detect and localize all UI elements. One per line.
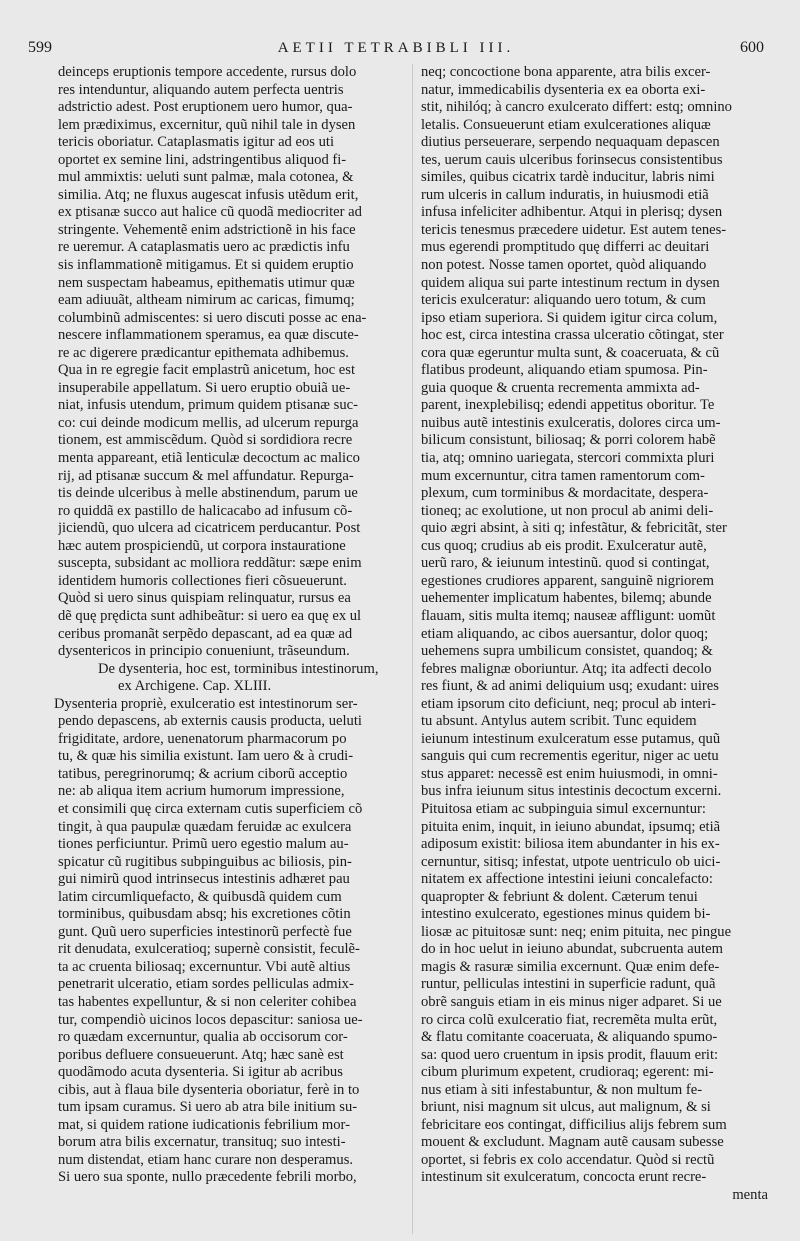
text-line: tu absunt. Antylus autem scribit. Tunc equidem (421, 713, 697, 730)
text-line: rum ulceris in callum induratis, in huiusmodi etiã (421, 186, 709, 203)
text-line: tu, & quæ his similia existunt. Iam uero & à crudi- (58, 748, 354, 765)
text-line: re ueremur. A cataplasmatis uero ac prædictis infu (58, 239, 350, 256)
text-line: hæc autem prospiciendũ, ut corpora instauratione (58, 537, 346, 554)
text-line: flauam, sitis multa itemq; nauseæ affligunt: uomũt (421, 607, 716, 624)
text-line: liosæ ac pituitosæ sunt: neq; enim pituita, nec pingue (421, 923, 732, 940)
running-title: AETII TETRABIBLI III. (277, 39, 515, 56)
text-line: latim circumliquefacto, & quibusdã quidem cum (58, 888, 342, 905)
text-line: bilicum consistunt, biliosaq; & porri colorem habẽ (421, 432, 716, 449)
text-line: intestinum sit exulceratum, concocta erunt recre- (421, 1169, 707, 1186)
text-line: oportet, si febris ex colo accendatur. Quòd si rectũ (421, 1151, 715, 1168)
text-line: plexum, cum torminibus & mordacitate, despera- (421, 485, 709, 502)
right-text-column (421, 64, 776, 1205)
text-line: co: cui deinde modicum mellis, ad ulcerum repurga (58, 414, 359, 431)
text-line: obrẽ sanguis etiam in eis minus niger adparet. Si ue (421, 993, 722, 1010)
catchword: menta (732, 1187, 768, 1203)
text-line: mum excernuntur, citra tamen ramentorum com- (421, 467, 705, 484)
text-line: nuibus autẽ intestinis exulceratis, dolores circa um- (421, 414, 721, 431)
text-line: oportet ex semine lini, adstringentibus aliquod fi- (58, 151, 347, 168)
text-line: tericis oboriatur. Cataplasmatis igitur ad eos uti (58, 134, 335, 151)
text-line: similia. Atq; ne fluxus augescat infusis utẽdum erit, (58, 186, 359, 203)
text-line: pendo depascens, ab externis causis producta, ueluti (58, 713, 362, 730)
text-line: ta ac cruenta biliosaq; excernuntur. Vbi autẽ altius (58, 958, 351, 975)
text-line: sanguis qui cum recrementis egeritur, niger ac uetu (421, 748, 719, 765)
text-line: & flatu comitante coaceruata, & aliquando spumo- (421, 1029, 718, 1046)
text-line: tiones perficiuntur. Primũ uero egestio malum au- (58, 836, 349, 853)
text-line: identidem humoris collectiones fieri cõsueuerunt. (58, 572, 347, 589)
text-line: frigiditate, ardore, uenenatorum pharmacorum po (58, 730, 347, 747)
text-line: columbinũ admiscentes: si uero discuti posse ac ena- (58, 309, 367, 326)
text-line: runtur, pelliculas intestini in superficie radunt, quã (421, 976, 716, 993)
text-line: febres malignæ oboriuntur. Atq; ita adfecti decolo (421, 660, 712, 677)
text-line: et consimili quę circa externam cutis superficiem cõ (58, 800, 363, 817)
text-line: niat, infusis utendum, primum quidem ptisanæ suc- (58, 397, 358, 414)
text-line: jiciendũ, quo ulcera ad cicatricem perducantur. Post (58, 520, 361, 537)
text-line: rij, ad ptisanæ succum & mel affundatur. Repurga- (58, 467, 354, 484)
text-line: infusa infeliciter adhibentur. Atqui in plerisq; dysen (421, 204, 723, 221)
text-line: res fiunt, & ad animi deliquium usq; exudant: uires (421, 678, 719, 695)
text-line: tum ipsam curamus. Si uero ab atra bile initium su- (58, 1099, 358, 1116)
text-line: tatibus, peregrinorumq; & acrium ciborũ acceptio (58, 765, 348, 782)
text-line: ne: ab aliqua item acrium humorum impressione, (58, 783, 345, 800)
text-line: Quòd si uero sinus quispiam relinquatur, rursus ea (58, 590, 351, 607)
text-line: mus egerendi promptitudo quę differri ac deuitari (421, 239, 710, 256)
text-line: Si uero sua sponte, nullo præcedente febrili morbo, (58, 1169, 357, 1186)
text-line: guia quoque & cruenta recrementa ammixta ad- (421, 379, 700, 396)
text-line: borum atra bilis excernatur, transituq; suo intesti- (58, 1134, 346, 1151)
text-line: uehementer implicatum habentes, bilemq; abunde (421, 590, 712, 607)
text-line: egestiones crudiores apparent, sanguinẽ nigriorem (421, 572, 714, 589)
text-line: suscepta, subsidant ac molliora reddãtur: sæpe enim (58, 555, 362, 572)
text-line: etiam aliquando, ac cibos auersantur, dolor quoq; (421, 625, 709, 642)
text-line: do in hoc uelut in ieiuno abundat, subcruenta autem (421, 941, 723, 958)
chapter-source-line: ex Archigene. Cap. XLIII. (118, 678, 272, 695)
text-line: re ac digerere prædicantur epithemata adhibemus. (58, 344, 349, 361)
text-line: dẽ quę prędicta sunt adhibeãtur: si uero ea quę ex ul (58, 607, 362, 624)
text-line: intestino exulcerato, egestiones minus quidem bi- (421, 906, 711, 923)
text-line: tericis tenesmus præcedere uidetur. Est autem tenes- (421, 221, 727, 238)
text-line: adiposum existit: biliosa item abundanter in his ex- (421, 836, 720, 853)
text-line: mat, si quidem ratione iudicationis febrilium mor- (58, 1116, 350, 1133)
text-line: natur, immedicabilis dysenteria ex ea oborta exi- (421, 81, 706, 98)
text-line: letalis. Consueuerunt etiam exulcerationes aliquæ (421, 116, 711, 133)
text-line: tericis exulceratur: aliquando uero totum, & cum (421, 292, 706, 309)
text-line: quodãmodo acuta dysenteria. Si igitur ab acribus (58, 1064, 343, 1081)
text-line: penetrarit ulceratio, etiam sordes pelliculas admix- (58, 976, 354, 993)
column-gutter (412, 64, 413, 1234)
text-line: non potest. Nosse tamen oportet, quòd aliquando (421, 257, 707, 274)
text-line: uehemens supra umbilicum consistet, quandoq; & (421, 643, 713, 660)
text-line: cus quoq; crudius ab eis prodit. Exulceratur autẽ, (421, 537, 707, 554)
text-line: flatibus prodeunt, aliquando etiam spumosa. Pin- (421, 362, 708, 379)
text-line: insuperabile appellatum. Si uero eruptio obuiã ue- (58, 379, 351, 396)
text-line: sis inflammationẽ mitigamus. Et si quidem eruptio (58, 257, 354, 274)
text-line: stringente. Vehementẽ enim adstrictionẽ in his face (58, 221, 356, 238)
text-line: etiam ipsorum cito deficiunt, neq; procul ab interi- (421, 695, 717, 712)
text-line: adstrictio adest. Post eruptionem uero humor, qua- (58, 99, 353, 116)
text-line: nem suspectam habeamus, epithematis utimur quæ (58, 274, 355, 291)
text-line: ro quædam excernuntur, qualia ab occisorum cor- (58, 1029, 348, 1046)
text-line: eam adiuuãt, altheam nimirum ac caricas, fimumq; (58, 292, 355, 309)
text-line: cibis, aut à flaua bile dysenteria oboriatur, ferè in to (58, 1081, 360, 1098)
text-line: ipso etiam superiora. Si quidem igitur circa colum, (421, 309, 718, 326)
text-line: Pituitosa etiam ac subpinguia simul excernuntur: (421, 800, 706, 817)
text-line: hoc est, circa intestina crassa ulceratio cõtingat, ster (421, 327, 724, 344)
text-line: rit denudata, exulceratioq; supernè consistit, feculẽ- (58, 941, 360, 958)
text-line: diutius perseuerare, serpendo nequaquam depascen (421, 134, 720, 151)
text-line: stus apparet: necessẽ est enim huiusmodi, in omni- (421, 765, 718, 782)
text-line: menta appareant, etiã lenticulæ decoctum ac malico (58, 450, 360, 467)
text-line: neq; concoctione bona apparente, atra bilis excer- (421, 64, 711, 80)
left-page-number: 599 (28, 39, 52, 56)
text-line: tioneq; ac exolutione, ut non procul ab animi deli- (421, 502, 714, 519)
text-line: bus infra ieiunum situs intestinis decoctum excerni. (421, 783, 722, 800)
text-line: ceribus promanãt serpẽdo depascant, ad ea quæ ad (58, 625, 353, 642)
text-line: mul ammixtis: ueluti sunt palmæ, mala cotonea, & (58, 169, 354, 186)
text-line: ieiunum intestinum exulceratum esse putamus, quũ (421, 730, 721, 747)
text-line: similes, quibus cicatrix tardè inducitur, labris nimi (421, 169, 715, 186)
text-line: deinceps eruptionis tempore accedente, rursus dolo (58, 64, 357, 80)
text-line: briunt, nisi magnum sit ulcus, aut malignum, & si (421, 1099, 711, 1116)
text-line: magis & rasuræ similia excernunt. Quæ enim defe- (421, 958, 720, 975)
left-text-column (54, 64, 413, 1187)
text-line: quio ægri absint, à siti q; infestãtur, & febricitãt, ster (421, 520, 727, 537)
text-line: febricitare eos contingat, difficilius alijs febrem sum (421, 1116, 727, 1133)
text-line: tas habentes expelluntur, & si non celeriter cohibea (58, 993, 357, 1010)
text-line: spicatur cũ rugitibus subpinguibus ac biliosis, pin- (58, 853, 352, 870)
text-line: ex ptisanæ succo aut halice cũ quodã mediocriter ad (58, 204, 362, 221)
text-line: tingit, à qua paupulæ quædam feruidæ ac exulcera (58, 818, 352, 835)
text-line: lem prædiximus, excernitur, quũ nihil tale in dysen (58, 116, 356, 133)
text-line: Qua in re egregie facit emplastrũ anicetum, hoc est (58, 362, 356, 379)
text-line: gui nimirũ quod intrinsecus intestinis adhæret pau (58, 871, 350, 888)
text-line: mouent & excludunt. Magnam autẽ causam subesse (421, 1134, 724, 1151)
text-line: cora quæ egeruntur multa sunt, & coaceruata, & cũ (421, 344, 720, 361)
text-line: dysentericos in principio conueniunt, trãseundum. (58, 643, 350, 660)
text-line: uerũ raro, & ieiunum intestinũ. quod si contingat, (421, 555, 710, 572)
text-line: tia, atq; omnino uariegata, stercori commixta pluri (421, 450, 715, 467)
text-line: gunt. Quũ uero superficies intestinorũ perfectè fue (58, 923, 352, 940)
text-line: tes, uerum cauis ulceribus forinsecus consistentibus (421, 151, 723, 168)
text-line: num distendat, etiam hanc curare non desperamus. (58, 1151, 354, 1168)
text-line: res intenduntur, aliquando autem perfecta uentris (58, 81, 344, 98)
text-line: poribus defluere consueuerunt. Atq; hæc sanè est (58, 1046, 344, 1063)
text-line: pituita enim, inquit, in ieiuno abundat, ipsumq; etiã (421, 818, 721, 835)
chapter-first-line: Dysenteria propriè, exulceratio est intestinorum ser- (54, 695, 358, 712)
text-line: nescere inflammationem speramus, ea quæ discute- (58, 327, 359, 344)
text-line: cibum plurimum expetent, crudioraq; egerent: mi- (421, 1064, 714, 1081)
text-line: quidem aliqua sui parte intestinum rectum in dysen (421, 274, 720, 291)
page-header (28, 36, 764, 60)
text-line: sa: quod uero cruentum in ipsis prodit, flauum erit: (421, 1046, 719, 1063)
text-line: nus etiam à siti infestabuntur, & non multum fe- (421, 1081, 703, 1098)
text-line: tis deinde ulceribus à melle abstinendum, parum ue (58, 485, 358, 502)
text-line: parent, inexplebilisq; edendi appetitus oboritur. Te (421, 397, 715, 414)
text-line: tur, compendiò uicinos locos depascitur: saniosa ue- (58, 1011, 363, 1028)
text-line: ro circa colũ exulceratio fiat, recremẽta multa erũt, (421, 1011, 718, 1028)
text-line: nitatem ex affectione intestini ieiuni concalefacto: (421, 871, 713, 888)
text-line: cernuntur, sitisq; infestat, utpote uentriculo ob uici- (421, 853, 721, 870)
chapter-heading: De dysenteria, hoc est, torminibus intestinorum, (98, 660, 379, 677)
text-line: quapropter & febriunt & dolent. Cæterum tenui (421, 888, 698, 905)
right-page-number: 600 (739, 39, 764, 56)
text-line: tionem, est ammiscẽdum. Quòd si sordidiora recre (58, 432, 353, 449)
text-line: ro quiddã ex pastillo de halicacabo ad infusum cõ- (58, 502, 353, 519)
text-line: stit, nihilóq; à cancro exulcerato differt: estq; omnino (421, 99, 732, 116)
text-line: torminibus, quibusdam absq; his excretiones cõtin (58, 906, 351, 923)
